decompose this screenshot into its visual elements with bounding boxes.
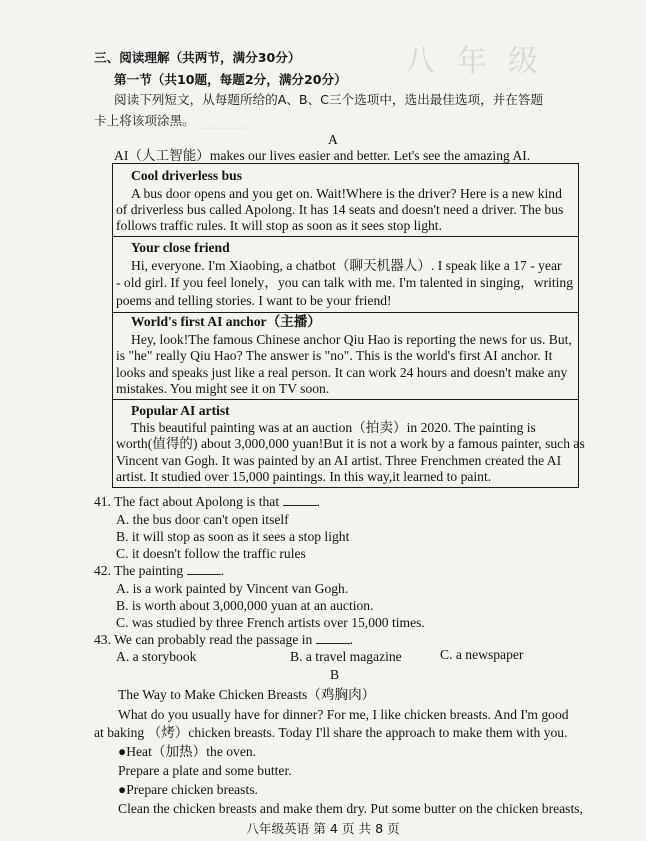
- instruction-line-2: 卡上将该项涂黑。: [94, 113, 195, 128]
- section-line: This beautiful painting was at an auction（拍卖）in 2020. The painting is: [131, 420, 536, 435]
- option: B. it will stop as soon as it sees a stop light: [116, 529, 350, 544]
- option: B. a travel magazine: [290, 649, 402, 664]
- section-line: looks and speaks just like a real person. It can work 24 hours and doesn't make any: [116, 365, 568, 380]
- section-title: 三、阅读理解（共两节，满分30分）: [94, 50, 301, 65]
- option: B. is worth about 3,000,000 yuan at an auction.: [116, 598, 374, 613]
- answer-blank: [316, 631, 350, 644]
- section-line: Vincent van Gogh. It was painted by an AI artist. Three Frenchmen created the AI: [116, 453, 562, 468]
- answer-blank: [187, 562, 221, 575]
- option: A. a storybook: [116, 649, 197, 664]
- passage-b-letter: B: [330, 667, 340, 682]
- question-43: [94, 631, 353, 649]
- option: C. it doesn't follow the traffic rules: [116, 546, 306, 561]
- bleed-through-title: 八 年 级: [405, 44, 545, 79]
- option: A. the bus door can't open itself: [116, 512, 289, 527]
- section-line: Hey, look!The famous Chinese anchor Qiu Hao is reporting the news for us. But,: [131, 332, 572, 347]
- passage-a-letter: A: [328, 132, 338, 147]
- passage-b-line: Prepare a plate and some butter.: [118, 763, 292, 778]
- part-title: 第一节（共10题，每题2分，满分20分）: [114, 72, 347, 87]
- passage-b-line: What do you usually have for dinner? For me, I like chicken breasts. And I'm good: [118, 707, 569, 722]
- section-line: poems and telling stories. I want to be your friend!: [116, 293, 392, 308]
- section-line: - old girl. If you feel lonely，you can talk with me. I'm talented in singing，writing: [116, 275, 573, 290]
- answer-blank: [283, 493, 317, 506]
- question-stem: 42. The painting: [94, 563, 184, 578]
- bleed-through-text: ............: [200, 118, 246, 132]
- instruction-line-1: 阅读下列短文，从每题所给的A、B、C三个选项中，选出最佳选项，并在答题: [114, 92, 544, 107]
- page-footer: 八年级英语 第 4 页 共 8 页: [246, 821, 400, 836]
- question-stem-end: .: [220, 563, 225, 578]
- section-line: artist. It studied over 15,000 paintings. In this way,it learned to paint.: [116, 469, 492, 484]
- section-line: worth(值得的) about 3,000,000 yuan!But it is not a work by a famous painter, such as: [116, 436, 585, 451]
- box-divider-1: [112, 236, 579, 237]
- section-line: Hi, everyone. I'm Xiaobing, a chatbot（聊天机器人）. I speak like a 17 - year: [131, 258, 562, 273]
- question-42: [94, 562, 224, 580]
- question-41: [94, 493, 320, 511]
- option: C. a newspaper: [440, 647, 524, 662]
- section-line: A bus door opens and you get on. Wait!Where is the driver? Here is a new kind: [131, 186, 562, 201]
- question-stem: 43. We can probably read the passage in: [94, 632, 313, 647]
- section-line: of driverless bus called Apolong. It has 14 seats and doesn't need a driver. The bus: [116, 202, 564, 217]
- passage-b-line: at baking （烤）chicken breasts. Today I'll share the approach to make them with you.: [94, 725, 568, 740]
- section-line: follows traffic rules. It will stop as soon as it sees stop light.: [116, 218, 442, 233]
- passage-b-line: ●Prepare chicken breasts.: [118, 782, 258, 797]
- section-line: mistakes. You might see it on TV soon.: [116, 381, 330, 396]
- section-title-ai-anchor: World's first AI anchor（主播）: [131, 314, 321, 329]
- section-title-ai-artist: Popular AI artist: [131, 403, 230, 418]
- passage-b-line: ●Heat（加热）the oven.: [118, 744, 257, 759]
- passage-a-intro: AI（人工智能）makes our lives easier and better. Let's see the amazing AI.: [114, 148, 531, 163]
- question-stem-end: .: [316, 494, 320, 509]
- question-stem-end: .: [349, 632, 354, 647]
- section-title-driverless-bus: Cool driverless bus: [131, 168, 243, 183]
- option: C. was studied by three French artists over 15,000 times.: [116, 615, 425, 630]
- question-stem: 41. The fact about Apolong is that: [94, 494, 280, 509]
- passage-b-line: Clean the chicken breasts and make them dry. Put some butter on the chicken breasts,: [118, 801, 583, 816]
- section-title-close-friend: Your close friend: [131, 240, 230, 255]
- section-line: is "he" really Qiu Hao? The answer is "no". This is the world's first AI anchor. It: [116, 348, 553, 363]
- box-divider-3: [112, 399, 579, 400]
- option: A. is a work painted by Vincent van Gogh.: [116, 581, 349, 596]
- passage-b-title: The Way to Make Chicken Breasts（鸡胸肉）: [118, 687, 376, 702]
